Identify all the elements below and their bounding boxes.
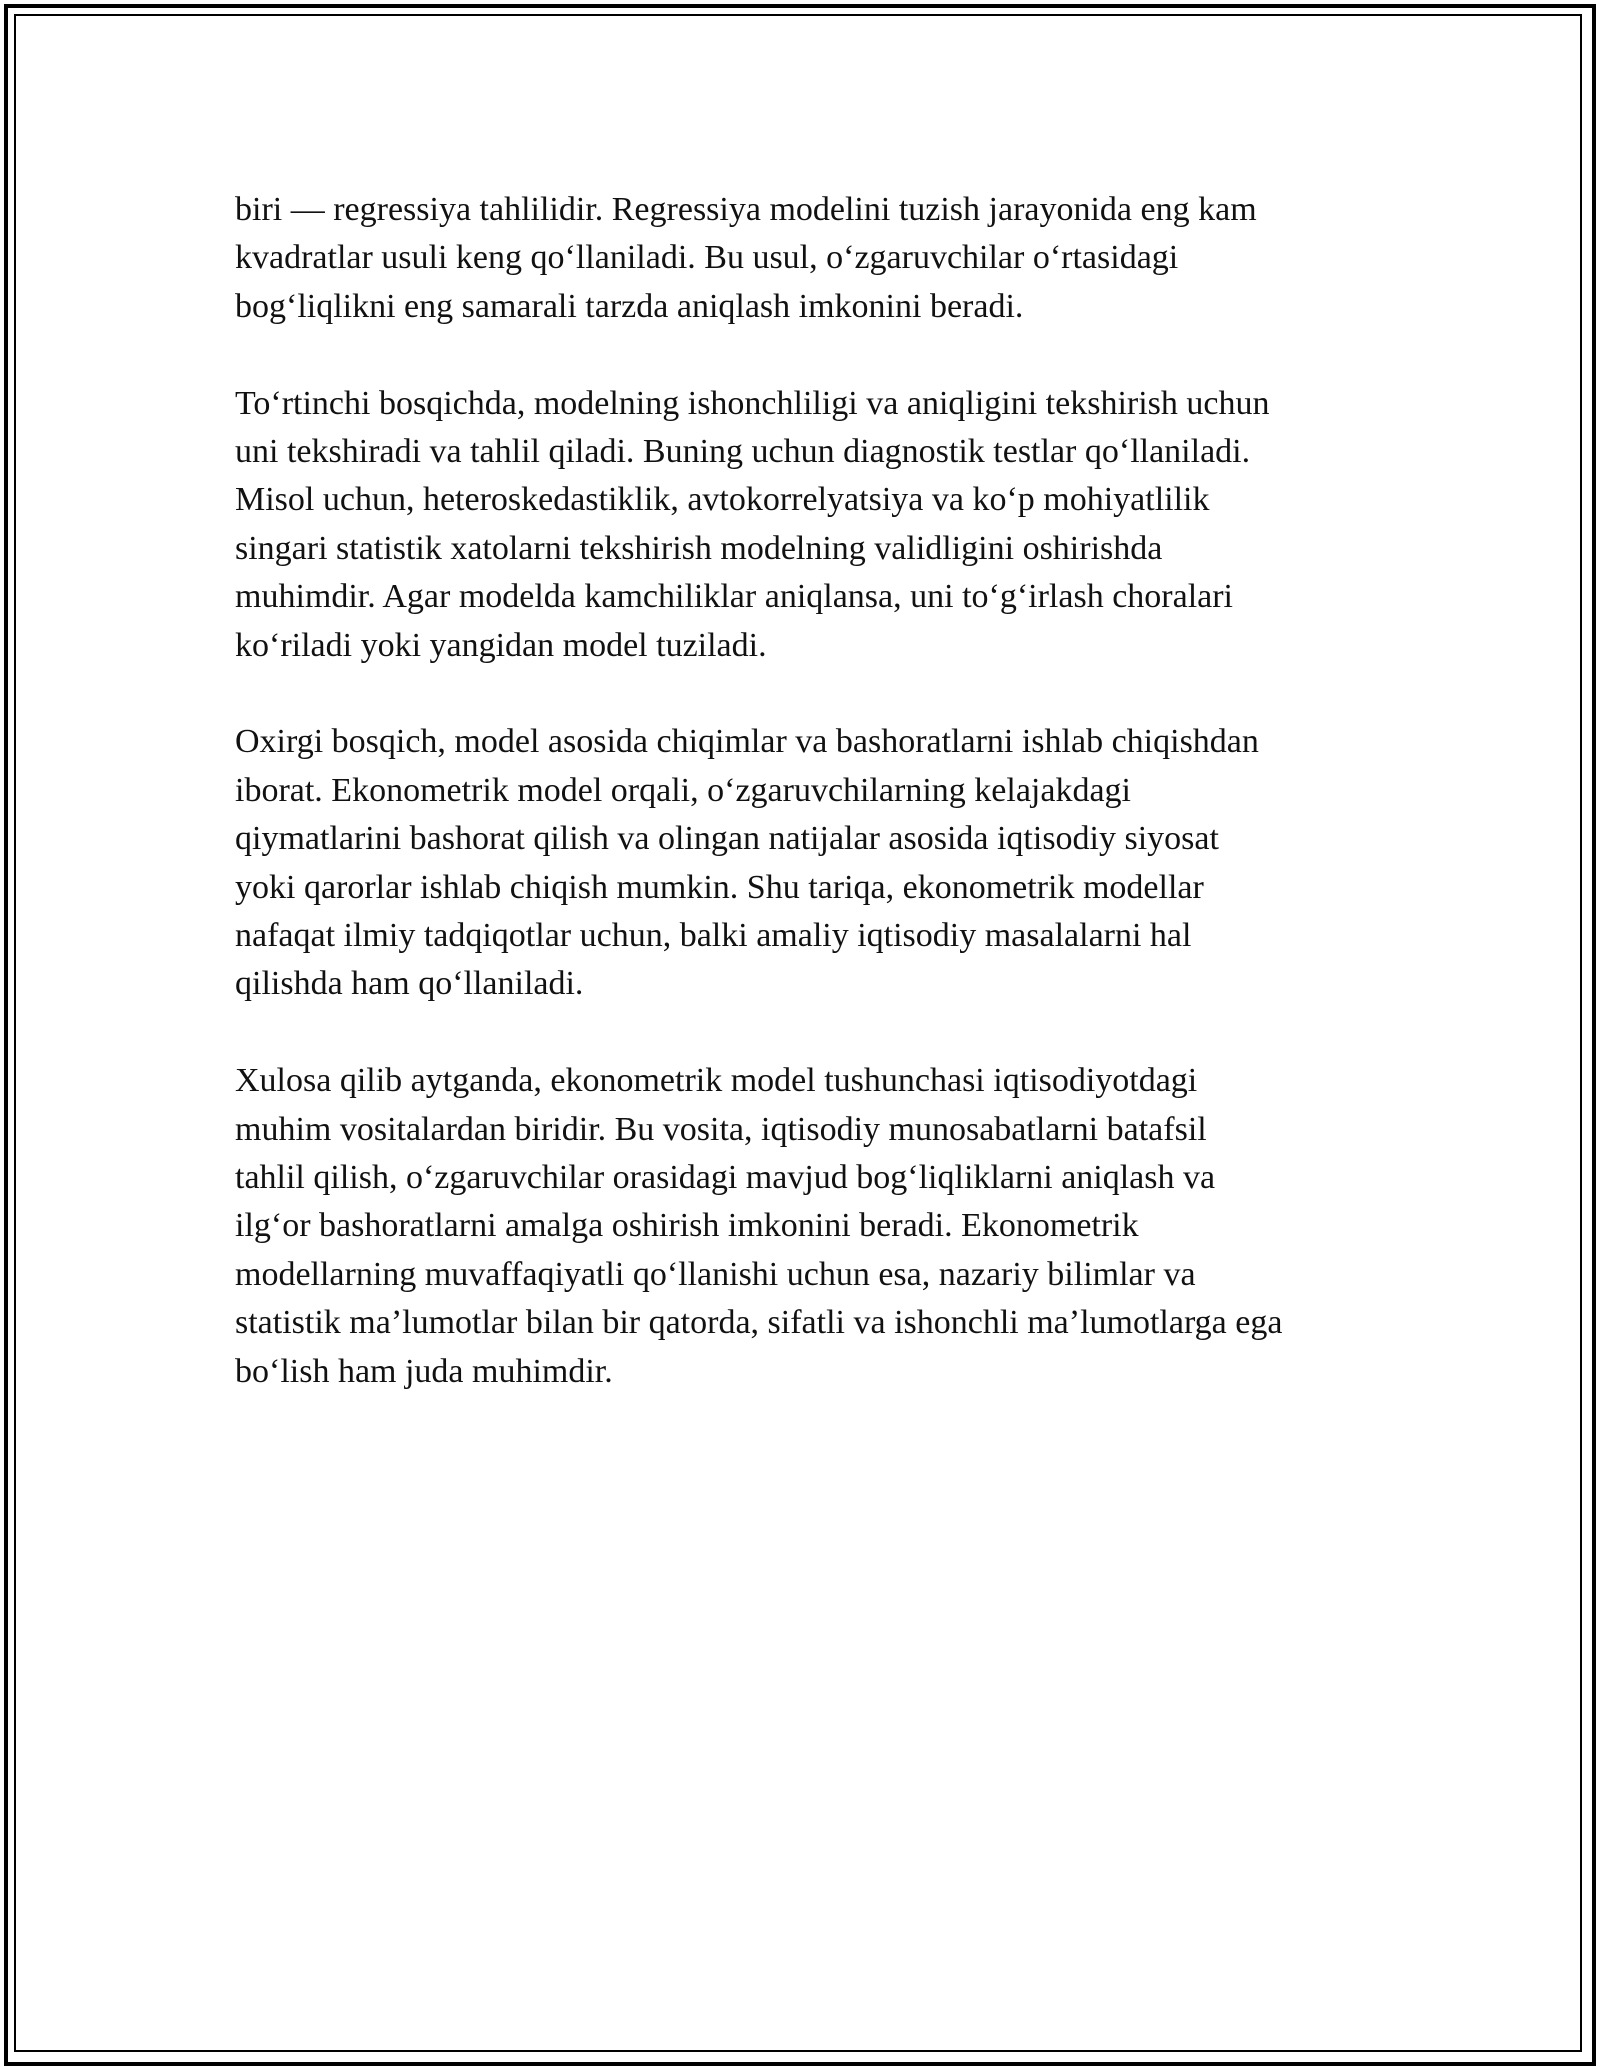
text-line: tahlil qilish, oʻzgaruvchilar orasidagi mavjud bogʻliqliklarni aniqlash va — [235, 1159, 1216, 1197]
text-line: Toʻrtinchi bosqichda, modelning ishonchliligi va aniqligini tekshirish uchun — [235, 384, 1270, 422]
text-line: muhimdir. Agar modelda kamchiliklar aniqlansa, uni toʻgʻirlash choralari — [235, 578, 1234, 616]
text-line: singari statistik xatolarni tekshirish modelning validligini oshirishda — [235, 529, 1163, 567]
text-line: Xulosa qilib aytganda, ekonometrik model tushunchasi iqtisodiyotdagi — [235, 1062, 1198, 1100]
paragraph-fourth-stage — [235, 380, 1375, 670]
text-line: qilishda ham qoʻllaniladi. — [235, 965, 584, 1003]
text-line: statistik maʼlumotlar bilan bir qatorda, sifatli va ishonchli maʼlumotlarga ega — [235, 1304, 1283, 1342]
text-line: uni tekshiradi va tahlil qiladi. Buning uchun diagnostik testlar qoʻllaniladi. — [235, 433, 1251, 471]
text-line: boʻlish ham juda muhimdir. — [235, 1352, 613, 1390]
text-line: yoki qarorlar ishlab chiqish mumkin. Shu tariqa, ekonometrik modellar — [235, 868, 1204, 906]
text-line: nafaqat ilmiy tadqiqotlar uchun, balki amaliy iqtisodiy masalalarni hal — [235, 917, 1192, 955]
text-line: muhim vositalardan biridir. Bu vosita, iqtisodiy munosabatlarni batafsil — [235, 1110, 1207, 1148]
text-line: kvadratlar usuli keng qoʻllaniladi. Bu usul, oʻzgaruvchilar oʻrtasidagi — [235, 239, 1179, 277]
text-line: Oxirgi bosqich, model asosida chiqimlar va bashoratlarni ishlab chiqishdan — [235, 723, 1259, 761]
paragraph-conclusion — [235, 1057, 1375, 1396]
text-line: Misol uchun, heteroskedastiklik, avtokorrelyatsiya va koʻp mohiyatlilik — [235, 481, 1210, 519]
text-line: qiymatlarini bashorat qilish va olingan natijalar asosida iqtisodiy siyosat — [235, 820, 1219, 858]
text-line: bogʻliqlikni eng samarali tarzda aniqlash imkonini beradi. — [235, 287, 1024, 325]
paragraph-final-stage — [235, 718, 1375, 1008]
text-line: ilgʻor bashoratlarni amalga oshirish imkonini beradi. Ekonometrik — [235, 1207, 1139, 1245]
text-line: iborat. Ekonometrik model orqali, oʻzgaruvchilarning kelajakdagi — [235, 771, 1131, 809]
text-line: biri — regressiya tahlilidir. Regressiya modelini tuzish jarayonida eng kam — [235, 191, 1257, 228]
text-line: modellarning muvaffaqiyatli qoʻllanishi uchun esa, nazariy bilimlar va — [235, 1255, 1196, 1293]
paragraph-regression — [235, 186, 1375, 331]
page-body — [235, 186, 1375, 1445]
text-line: koʻriladi yoki yangidan model tuziladi. — [235, 626, 767, 664]
